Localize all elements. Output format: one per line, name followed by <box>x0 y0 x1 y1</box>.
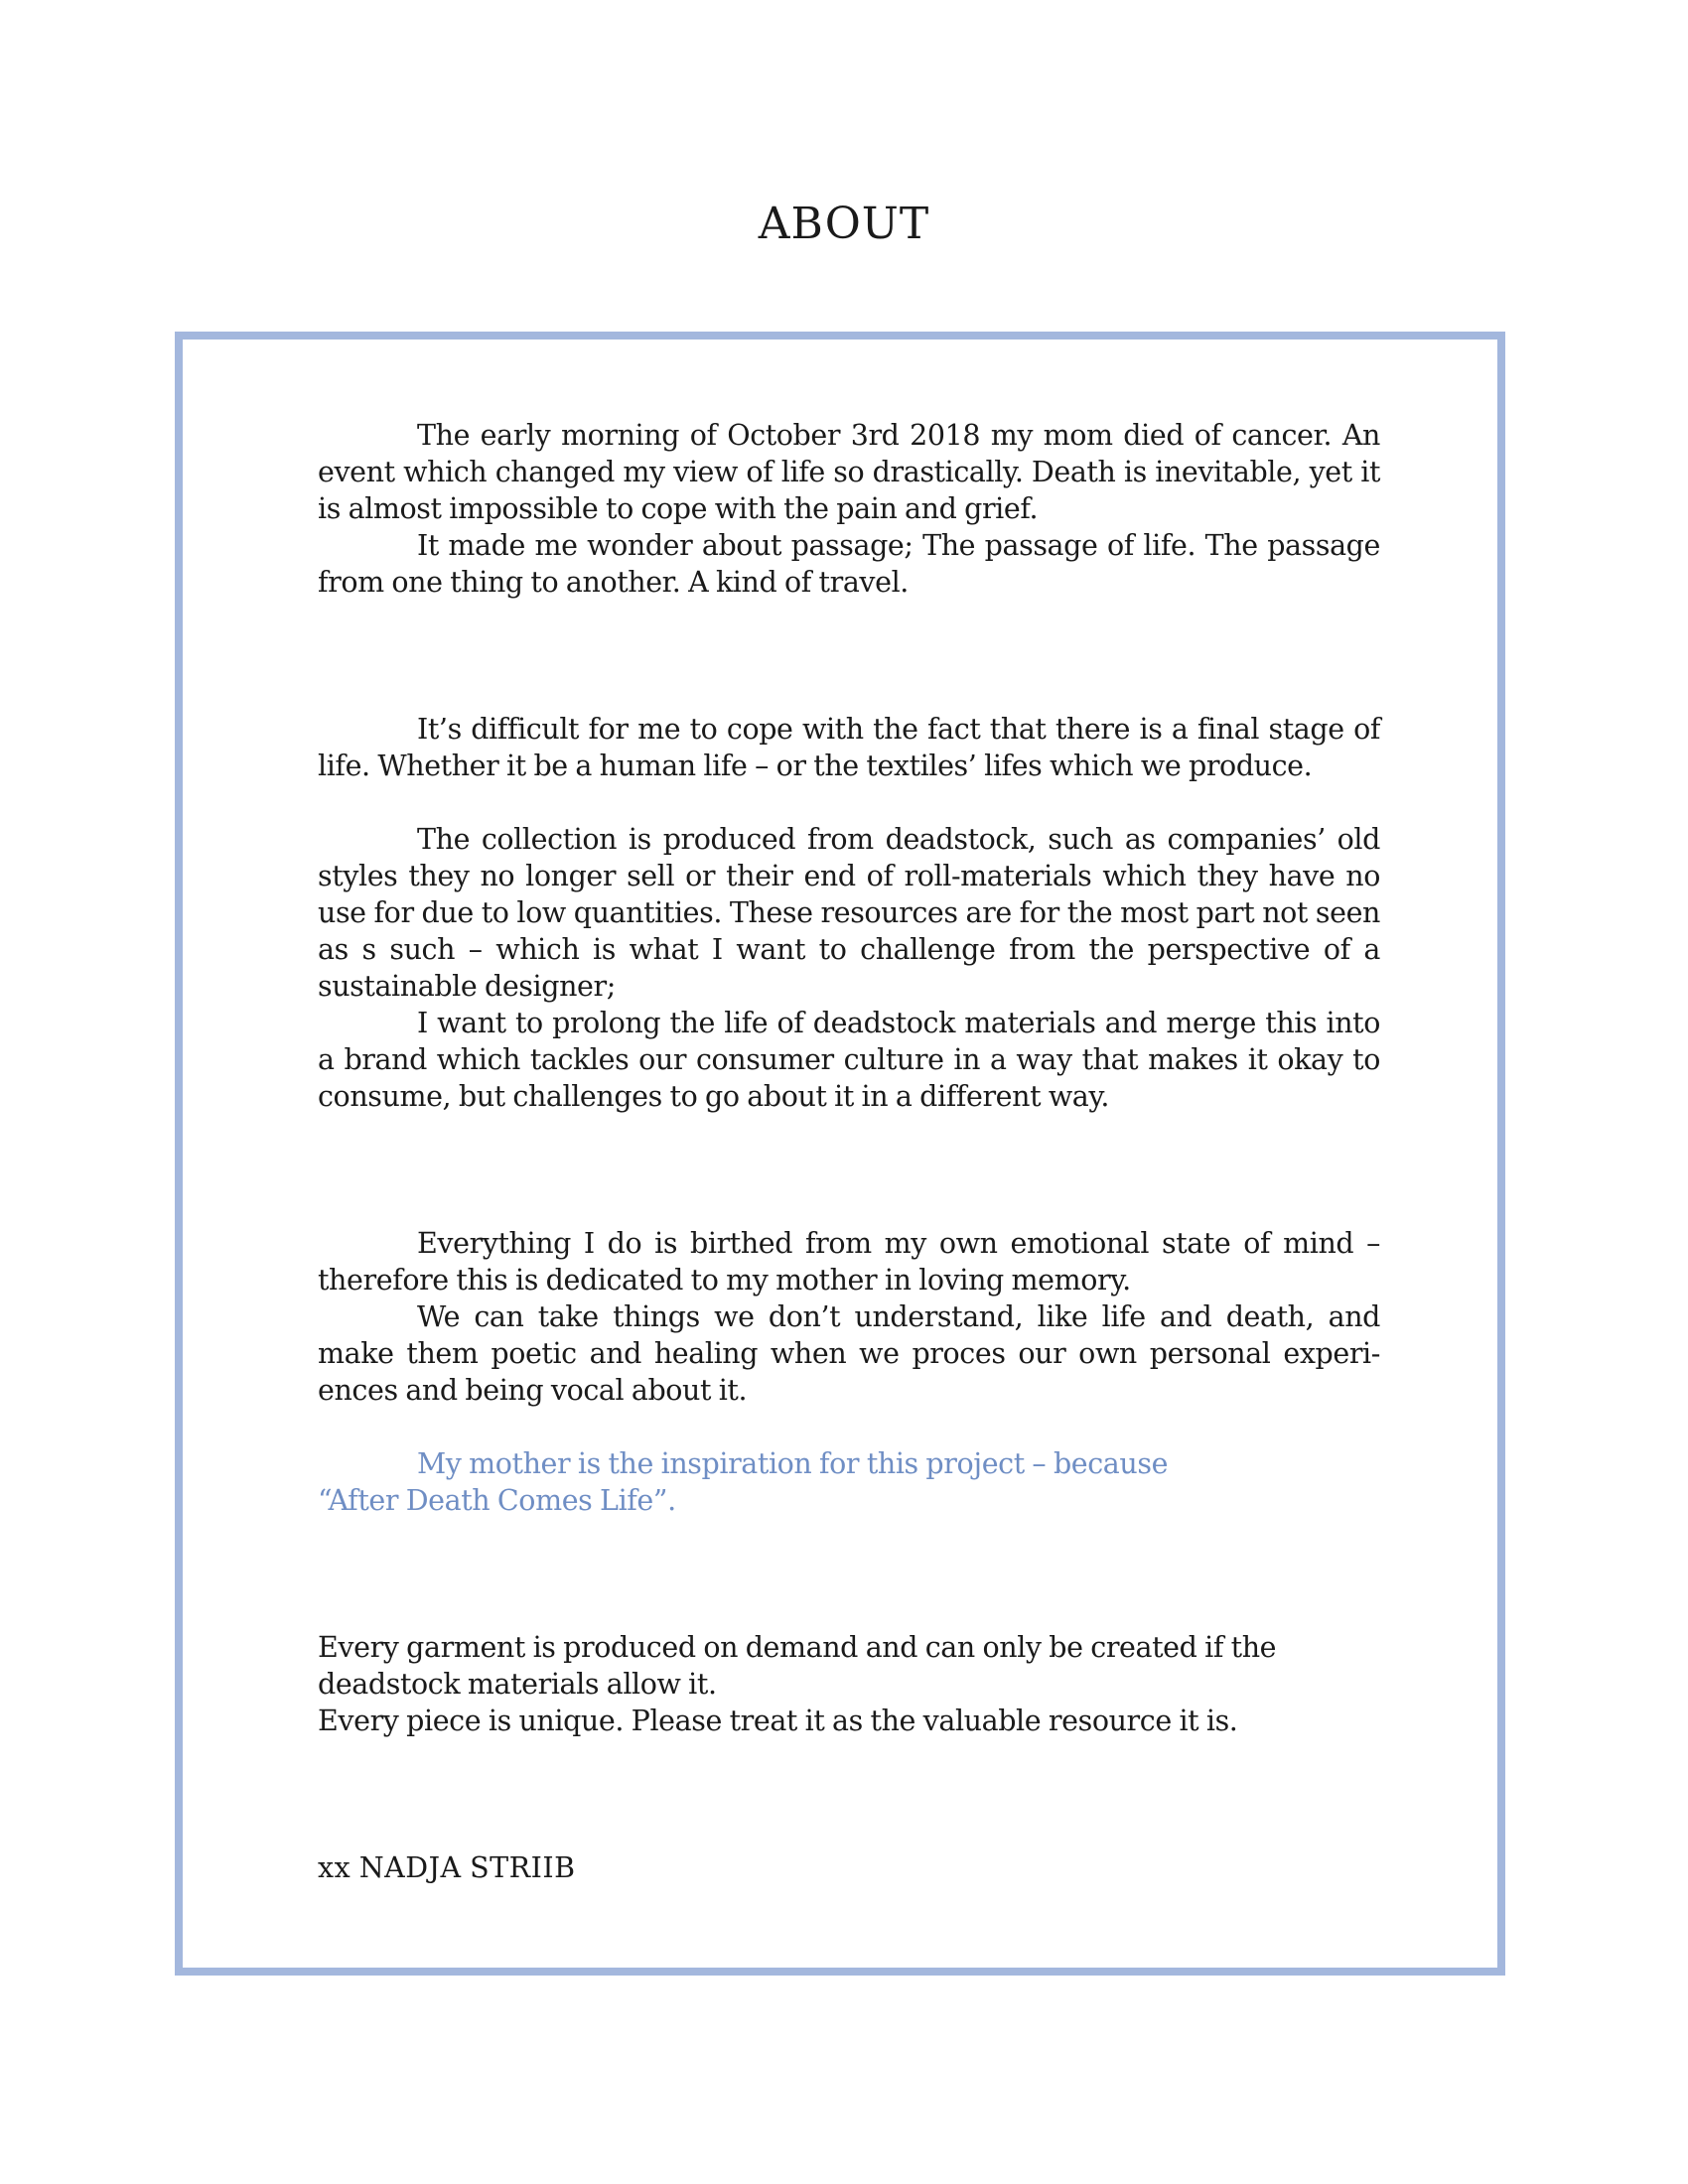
production-notice <box>318 1629 1380 1739</box>
paragraph-poetic-healing: We can take things we don’t understand, like life and death, and make them poetic and healing when we proces our own personal experi-ences and being vocal about it. <box>318 1300 1380 1407</box>
about-text-block <box>318 417 1380 1886</box>
paragraph-prolong-life: I want to prolong the life of deadstock materials and merge this into a brand which tackles our consumer culture in a way that makes it okay to consume, but challenges to go about it in a different way. <box>318 1007 1380 1113</box>
notice-line-1: Every garment is produced on demand and can only be created if the <box>318 1631 1277 1664</box>
inspiration-quote <box>318 1445 1380 1519</box>
notice-line-3: Every piece is unique. Please treat it as the valuable resource it is. <box>318 1705 1238 1737</box>
paragraph-final-stage: It’s difficult for me to cope with the fact that there is a final stage of life. Whether it be a human life – or the textiles’ lifes which we produce. <box>318 713 1380 782</box>
paragraph-emotional-state: Everything I do is birthed from my own emotional state of mind – therefore this is dedicated to my mother in loving memory. <box>318 1227 1380 1297</box>
quote-line-2: “After Death Comes Life”. <box>318 1484 676 1517</box>
quote-line-1: My mother is the inspiration for this project – because <box>417 1447 1169 1480</box>
notice-line-2: deadstock materials allow it. <box>318 1668 717 1701</box>
page-title: ABOUT <box>758 199 930 249</box>
paragraph-passage: It made me wonder about passage; The passage of life. The passage from one thing to another. A kind of travel. <box>318 529 1380 599</box>
paragraph-mother-passing: The early morning of October 3rd 2018 my mom died of cancer. An event which changed my view of life so drastically. Death is inevitable, yet it is almost impossible to cope with the pain and grief. <box>318 419 1380 525</box>
paragraph-deadstock: The collection is produced from deadstock, such as companies’ old styles they no longer sell or their end of roll-materials which they have no use for due to low quantities. These resources are for the most part not seen as s such – which is what I want to challenge from the perspective of a sustainable designer; <box>318 823 1380 1003</box>
signature: xx NADJA STRIIB <box>318 1851 576 1884</box>
